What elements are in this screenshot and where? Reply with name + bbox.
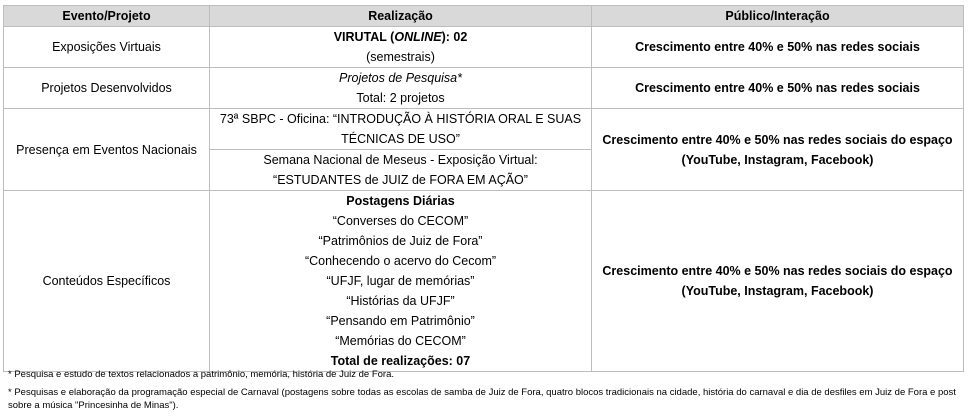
realizacao-cell — [210, 68, 592, 109]
publico-line: Crescimento entre 40% e 50% nas redes sociais do espaço — [602, 264, 953, 278]
list-item: “Pensando em Patrimônio” — [326, 314, 475, 328]
footnote: * Pesquisas e elaboração da programação especial de Carnaval (postagens sobre todas as escolas de samba de Juiz de Fora, quatro blocos tradicionais na cidade, história do carnaval e dia de desfiles em Juiz de Fora e post sobre a música "Princesinha de Minas"). — [8, 386, 956, 411]
evento-cell: Presença em Eventos Nacionais — [4, 109, 210, 191]
list-item: “Converses do CECOM” — [332, 214, 469, 228]
table-row — [4, 27, 964, 68]
table-row — [4, 109, 964, 191]
header-publico: Público/Interação — [592, 6, 964, 27]
realizacao-cell — [210, 191, 592, 372]
list-item: “Memórias do CECOM” — [335, 334, 466, 348]
publico-line: (YouTube, Instagram, Facebook) — [681, 284, 874, 298]
realizacao-cell — [210, 27, 592, 68]
realizacao-cell — [210, 109, 592, 191]
evento-cell: Projetos Desenvolvidos — [4, 68, 210, 109]
table-row — [4, 68, 964, 109]
realizacao-line: TÉCNICAS DE USO” — [341, 132, 460, 146]
realizacao-online: ONLINE — [394, 30, 442, 44]
publico-cell — [592, 191, 964, 372]
evento-cell: Conteúdos Específicos — [4, 191, 210, 372]
realizacao-line: Semana Nacional de Meseus - Exposição Virtual: — [263, 153, 538, 167]
evento-cell: Exposições Virtuais — [4, 27, 210, 68]
list-item: “Conhecendo o acervo do Cecom” — [304, 254, 497, 268]
realizacao-line: 73ª SBPC - Oficina: “INTRODUÇÃO À HISTÓRIA ORAL E SUAS — [219, 112, 582, 126]
events-table — [3, 5, 964, 372]
publico-cell: Crescimento entre 40% e 50% nas redes sociais — [592, 68, 964, 109]
realizacao-suffix: ): 02 — [441, 30, 468, 44]
footnote: * Pesquisa e estudo de textos relacionados a patrimônio, memória, história de Juiz de Fora. — [8, 369, 395, 380]
header-realizacao: Realização — [210, 6, 592, 27]
realizacao-prefix: VIRUTAL ( — [333, 30, 395, 44]
realizacao-line: Total: 2 projetos — [356, 91, 445, 105]
total-realizacoes: Total de realizações: 07 — [330, 354, 471, 368]
list-item: “Patrimônios de Juiz de Fora” — [318, 234, 483, 248]
postagens-heading: Postagens Diárias — [346, 194, 455, 208]
publico-line: Crescimento entre 40% e 50% nas redes sociais do espaço — [602, 132, 953, 147]
publico-cell: Crescimento entre 40% e 50% nas redes sociais — [592, 27, 964, 68]
footnotes — [8, 368, 963, 417]
list-item: “UFJF, lugar de memórias” — [326, 274, 475, 288]
publico-line: (YouTube, Instagram, Facebook) — [681, 152, 874, 167]
realizacao-line: “ESTUDANTES de JUIZ de FORA EM AÇÃO” — [273, 173, 528, 187]
realizacao-line: Projetos de Pesquisa* — [339, 71, 462, 85]
table-header-row — [4, 6, 964, 27]
realizacao-line — [214, 27, 587, 47]
list-item: “Histórias da UFJF” — [346, 294, 455, 308]
publico-cell — [592, 109, 964, 191]
table-row — [4, 191, 964, 372]
realizacao-line: (semestrais) — [366, 50, 435, 64]
header-evento: Evento/Projeto — [4, 6, 210, 27]
